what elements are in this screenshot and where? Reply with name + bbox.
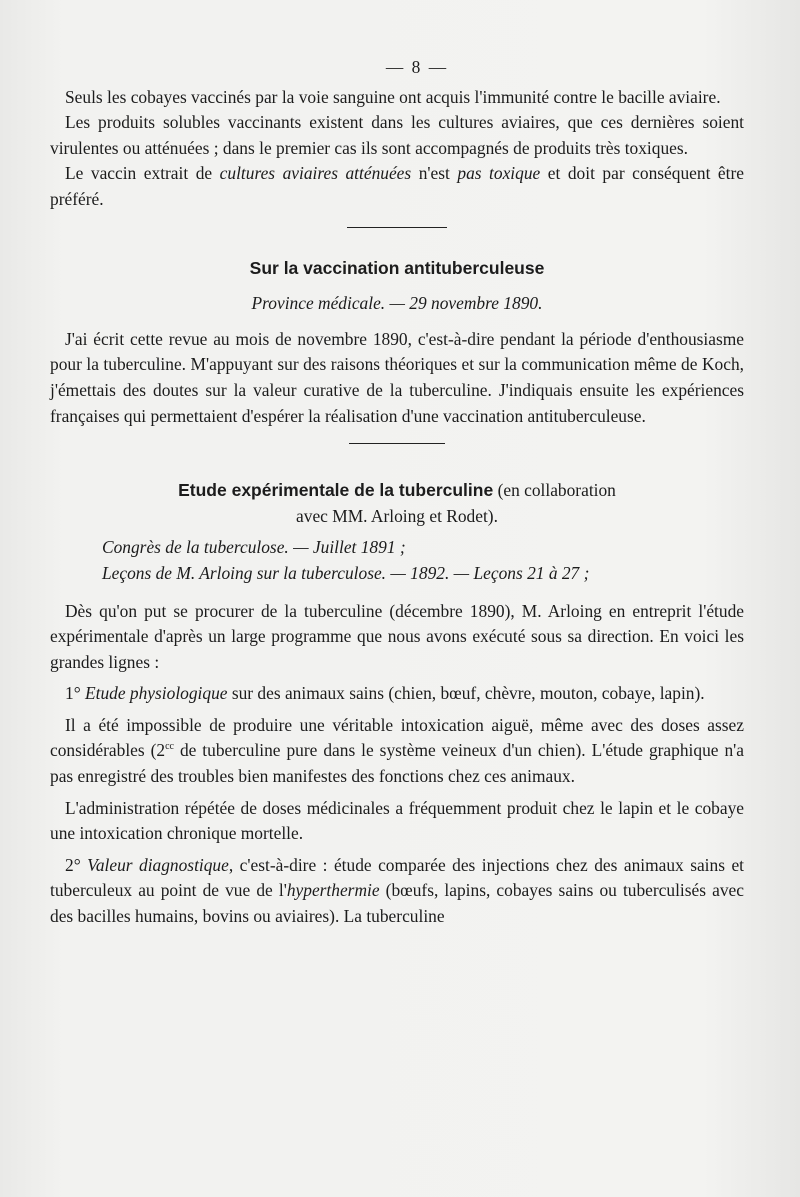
paragraph-tuberculin-study: Dès qu'on put se procurer de la tuberculine (décembre 1890), M. Arloing en entreprit l'étude expérimentale d'après un large programme que nous avons exécuté sous sa direction. En voici les grandes lignes : xyxy=(50,600,744,672)
reference-congress: Congrès de la tuberculose. — Juillet 1891 ; xyxy=(102,537,406,558)
section-source: Province médicale. — 29 novembre 1890. xyxy=(251,293,543,314)
paragraph-review: J'ai écrit cette revue au mois de novembre 1890, c'est-à-dire pendant la période d'enthousiasme pour la tuberculine. M'appuyant sur des raisons théoriques et sur la communication même de Koch, j'émettais des doutes sur la valeur curative de la tuberculine. J'indiquais ensuite les expériences françaises qui permettaient d'espérer la réalisation d'une vaccination antituberculeuse. xyxy=(50,328,744,426)
paragraph-vaccine: Le vaccin extrait de cultures aviaires atténuées n'est pas toxique et doit par conséquent être préféré. xyxy=(50,163,744,209)
reference-lessons: Leçons de M. Arloing sur la tuberculose. — 1892. — Leçons 21 à 27 ; xyxy=(102,562,590,583)
paragraph-immunity: Seuls les cobayes vaccinés par la voie sanguine ont acquis l'immunité contre le bacille aviaire. xyxy=(65,86,721,107)
section-title: Sur la vaccination antituberculeuse xyxy=(249,257,545,278)
paragraph-physiological: 1° Etude physiologique sur des animaux sains (chien, bœuf, chèvre, mouton, cobaye, lapin). xyxy=(65,683,705,704)
paragraph-chronic: L'administration répétée de doses médicinales a fréquemment produit chez le lapin et le cobaye une intoxication chronique mortelle. xyxy=(50,797,744,844)
paragraph-intoxication: Il a été impossible de produire une véritable intoxication aiguë, même avec des doses assez considérables ($2^{cc}$ de tuberculine pure dans le système veineux d'un chien). L'étude graphique n'a pas enregistré des troubles bien manifestes des fonctions chez ces animaux. xyxy=(50,714,744,787)
section-title-continued: avec MM. Arloing et Rodet). xyxy=(296,505,498,526)
page-content xyxy=(50,55,744,930)
paragraph-soluble-products: Les produits solubles vaccinants existent dans les cultures aviaires, que ces dernières soient virulentes ou atténuées ; dans le premier cas ils sont accompagnés de produits très toxiques. xyxy=(50,112,744,158)
page-number: — 8 — xyxy=(385,57,449,77)
paragraph-diagnostic: 2° Valeur diagnostique, c'est-à-dire : étude comparée des injections chez des animaux sains et tuberculeux au point de vue de l'hyperthermie (bœufs, lapins, cobayes sains ou tuberculisés avec des bacilles humains, bovins ou aviaires). La tuberculine xyxy=(50,854,744,927)
section-title: Etude expérimentale de la tuberculine (en collaboration xyxy=(178,480,616,501)
